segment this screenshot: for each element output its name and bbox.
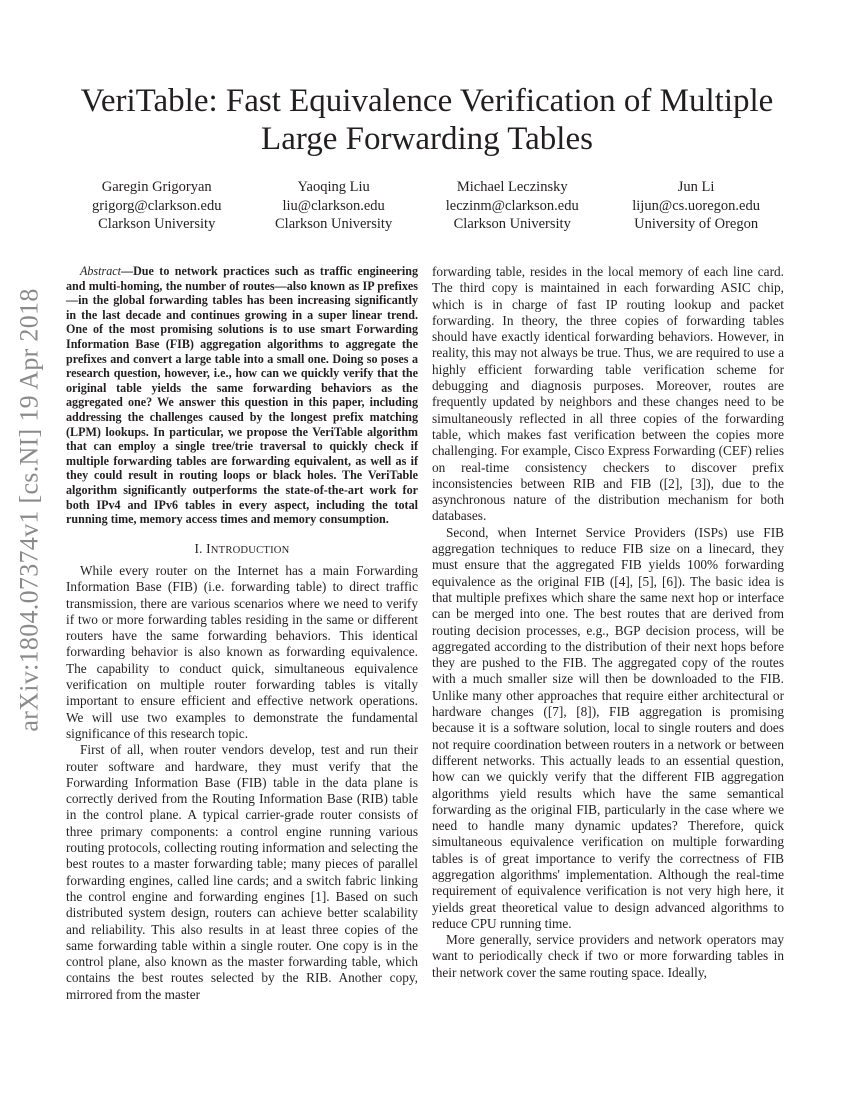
author-1 — [92, 178, 221, 234]
paragraph: More generally, service providers and network operators may want to periodically check if two or more forwarding tables in their network cover the same routing space. Ideally, — [432, 932, 784, 980]
author-name: Jun Li — [677, 179, 715, 195]
abstract — [66, 264, 418, 527]
abstract-text: —Due to network practices such as traffic engineering and multi-homing, the number of routes—also known as IP prefixes—in the global forwarding tables has been increasing significantly in the last decade and continues growing in a super linear trend. One of the most promising solutions is to use smart Forwarding Information Base (FIB) aggregation algorithms to aggregate the prefixes and convert a large table into a small one. Doing so poses a research question, however, i.e., how can we quickly verify that the original table yields the same forwarding behaviors as the aggregated one? We answer this question in this paper, including addressing the challenges caused by the longest prefix matching (LPM) lookups. In particular, we propose the VeriTable algorithm that can employ a single tree/trie traversal to quickly check if multiple forwarding tables are forwarding equivalent, as well as if they could result in routing loops or black holes. The VeriTable algorithm significantly outperforms the state-of-the-art work for both IPv4 and IPv6 tables in every aspect, including the total running time, memory access times and memory consumption. — [66, 264, 418, 527]
section-title-rest: NTRODUCTION — [210, 544, 290, 556]
paper-title: VeriTable: Fast Equivalence Verification of Multiple Large Forwarding Tables — [80, 83, 774, 157]
author-2 — [275, 178, 392, 234]
section-initial: I — [206, 540, 211, 556]
author-email: liu@clarkson.edu — [282, 197, 385, 214]
author-block — [92, 178, 760, 234]
author-affiliation: Clarkson University — [98, 216, 216, 232]
arxiv-identifier-text: arXiv:1804.07374v1 [cs.NI] 19 Apr 2018 — [15, 288, 45, 732]
paragraph: While every router on the Internet has a main Forwarding Information Base (FIB) (i.e. forwarding table) to direct traffic transmission, there are various scenarios where we need to verify if two or more forwarding tables residing in the same or different routers have the same forwarding behaviors. This identical forwarding behavior is also known as forwarding equivalence. The capability to conduct quick, simultaneous equivalence verification on multiple router forwarding tables is vitally important to ensure efficient and effective network operations. We will use two examples to demonstrate the fundamental significance of this research topic. — [66, 562, 418, 741]
left-column — [66, 264, 418, 1003]
right-column — [432, 264, 784, 981]
author-name: Michael Leczinsky — [456, 179, 568, 195]
author-affiliation: Clarkson University — [453, 216, 571, 232]
abstract-label: Abstract — [80, 264, 121, 278]
author-name: Yaoqing Liu — [297, 179, 370, 195]
paragraph: Second, when Internet Service Providers (ISPs) use FIB aggregation techniques to reduce FIB size on a linecard, they must ensure that the aggregated FIB yields 100% forwarding equivalence as the original FIB ([4], [5], [6]). The basic idea is that multiple prefixes which share the same next hop or interface can be merged into one. The best routes that are derived from routing decision processes, e.g., BGP decision process, will be aggregated according to the distribution of their next hops before they are pushed to the FIB. The aggregated copy of the routes with a much smaller size will then be downloaded to the FIB. Unlike many other approaches that require either architectural or hardware changes ([7], [8]), FIB aggregation is promising because it is a software solution, local to single routers and does not require coordination between routers in a network or between different networks. This actually leads to an essential question, how can we quickly verify that the different FIB aggregation algorithms yield results which have the same semantical forwarding as the original FIB, particularly in the case where we need to handle many dynamic updates? Therefore, quick simultaneous equivalence verification on multiple forwarding tables is of great importance to verify the correctness of FIB aggregation algorithms' implementation. Although the real-time requirement of equivalence verification is not very high here, it yields great theoretical value to design advanced algorithms to reduce CPU running time. — [432, 524, 784, 931]
author-4 — [632, 178, 760, 234]
author-affiliation: Clarkson University — [275, 216, 393, 232]
author-email: lijun@cs.uoregon.edu — [632, 197, 760, 214]
section-heading-introduction — [66, 541, 418, 559]
section-number: I. — [194, 540, 207, 556]
arxiv-identifier — [10, 270, 50, 750]
author-email: grigorg@clarkson.edu — [92, 197, 222, 214]
author-name: Garegin Grigoryan — [101, 179, 212, 195]
author-email: leczinm@clarkson.edu — [445, 197, 579, 214]
paragraph: First of all, when router vendors develop, test and run their router software and hardware, they must verify that the Forwarding Information Base (FIB) table in the data plane is correctly derived from the Routing Information Base (RIB) table in the control plane. A typical carrier-grade router consists of three primary components: a control engine running various routing protocols, collecting routing information and selecting the best routes to a master forwarding table; many pieces of parallel forwarding engines, called line cards; and a switch fabric linking the control engine and forwarding engines [1]. Based on such distributed system design, routers can achieve better scalability and reliability. This also results in at least three copies of the same forwarding table within a single router. One copy is in the control plane, also known as the master forwarding table, which contains the best routes selected by the RIB. Another copy, mirrored from the master — [66, 742, 418, 1002]
author-3 — [446, 178, 579, 234]
author-affiliation: University of Oregon — [634, 216, 759, 232]
paragraph: forwarding table, resides in the local memory of each line card. The third copy is maintained in each forwarding ASIC chip, which is in charge of fast IP routing lookup and packet forwarding. In theory, the three copies of forwarding tables should have exactly identical forwarding behaviors. However, in reality, this may not always be true. Thus, we are required to use a highly efficient forwarding table verification scheme for debugging and diagnosis purposes. Moreover, routes are frequently updated by neighbors and these changes need to be simultaneously reflected in all three copies of the forwarding table, which makes fast verification between the copies more challenging. For example, Cisco Express Forwarding (CEF) relies on real-time consistency checkers to discover prefix inconsistencies between RIB and FIB ([2], [3]), due to the asynchronous nature of the distribution mechanism for both databases. — [432, 264, 784, 524]
